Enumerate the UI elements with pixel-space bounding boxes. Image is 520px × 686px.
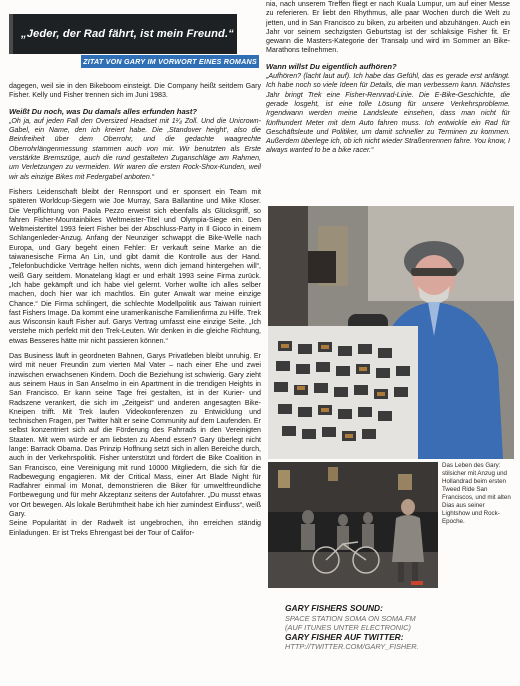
interview-answer: „Aufhören? (lacht laut auf). Ich habe das Gefühl, das es gerade erst anfängt. Ich habe noch so viele Ideen für Details, die man verbessern kann. Nächstes Jahr bringt Trek eine Fisher-Rennrad-Linie. Die E-Bike-Geschichte, die gerade losgeht, ist eine tolle Lösung für unsere Verkehrsprobleme. Irgendwann werden meine Landsleute einsehen, dass man nicht für fünfhundert Meter mit dem Auto fahren muss. Ich entwickle ein Rad für Geschäftsleute und Politiker, um damit schneller zu Terminen zu kommen. Außerdem überlege ich, ob ich nicht wieder Straßenrennen fahre. You know, I always wanted to be a bike racer.“	[266, 72, 510, 155]
interview-question: Wann willst Du eigentlich aufhören?	[266, 61, 397, 71]
sound-note: (AUF ITUNES UNTER ELECTRONIC)	[285, 623, 411, 632]
headline: „Jeder, der Rad fährt, ist mein Freund.“	[21, 28, 234, 40]
paragraph: Fishers Leidenschaft bleibt der Rennsport und er sponsert ein Team mit späteren Worldcup-Siegern wie Joe Murray, Sara Ballantine und Mike Kloser. Die Verpflichtung von Paola Pezzo erweist sich ebenfalls als Glücksgriff, so fahren Fisher-Mountainbikes Weltmeister-Titel und Olympia-Siege ein. Den Weltmeistertitel 1993 feiert Fisher bei der Abschluss-Party in Il Gioco in einem Schlangenleder-Anzug. Anfang der Neunziger schwappt die Bike-Welle nach Europa, und Gary begeht einen Fehler: Er verkauft seine Marke an die taiwanesische Firma An Lin, und gibt damit die Kontrolle aus der Hand. „Telefonbuchdicke Verträge helfen nichts, wenn dich jemand hintergehen will“, weiß Gary seitdem. Monatelang klagt er und erhält 1993 seine Firma zurück. „Ich habe gekämpft und ich habe viel gelernt. Vorher wollte ich alles selber machen, doch hier war ich machtlos. Ein guter Anwalt war meine einzige Chance.“ Die Firma schlingert, die schlechte Modellpolitik aus Taiwan ruiniert fast Fishers Image. Da kommt eine uramerikanische Familienfirma zu Hilfe. Trek aus Wisconsin kauft Fisher auf. Garys Vertrag umfasst eine einzige Seite. „Ich verstehe mich perfekt mit den Trek-Leuten. Wir denken in die gleiche Richtung, etwas Besseres hätte mir nicht passieren können.“	[9, 187, 261, 345]
interview-question: Weißt Du noch, was Du damals alles erfunden hast?	[9, 106, 198, 116]
left-column	[9, 82, 261, 538]
paragraph: nia, nach unserem Treffen fliegt er nach Kuala Lumpur, um auf einer Messe zu referieren. Er liebt den Rhythmus, alle paar Wochen durch die Welt zu jetten, und in San Francisco zu biken, zu arbeiten und abzuhängen. Auch ein Jahr vor seinem sechzigsten Geburtstag ist der schlaksige Fisher fit. Er gewann die Masters-Kategorie der Transalp und wird im Sommer an Bike-Marathons teilnehmen.	[266, 0, 510, 55]
paragraph: Das Business läuft in geordneten Bahnen, Garys Privatleben bleibt unruhig. Er wird mit neuer Freundin zum vierten Mal Vater – nach einer Ehe und zwei inzwischen erwachsenen Kindern. Doch die Beziehung ist schwierig. Gary zieht aus seinem Haus in San Anselmo in ein Apartment in die trendigen Heights in San Francisco. Er kann seine Tage frei gestalten, ist in der Kurier- und Radszene verankert, die sich im „Zeitgeist“ und anderen angesagten Bike-Kneipen trifft. Mit Trek laufen Videokonferenzen zu Entwicklung und technischen Fragen, per Twitter hält er seine Community auf dem Laufenden. Er selbst konzentriert sich auf die Förderung des Fahrrads in den Vereinigten Staaten. Mit wem würde er am liebsten zu Abend essen? Gary überlegt nicht lange: Barrack Obama. Das Prinzip Hoffnung setzt sich in allen Bereiche durch, auch in der Verkehrspolitik. Fisher unterstützt und fördert die Bike Coalition in San Francisco, eine Vereinigung mit rund 10000 Mitgliedern, die sich für die Radbewegung engagieren. Mit der Critical Mass, einer Art Blade Night für Radfahrer einmal im Monat, demonstrieren die Biker für umweltfreundliche Fortbewegung und für mehr Akzeptanz seitens der Autofahrer. „Du musst etwas vor Ort bewegen. Als lokale Berühmtheit habe ich hier zumindest Einfluss“, weiß Gary.	[9, 352, 261, 519]
twitter-link[interactable]: HTTP://TWITTER.COM/GARY_FISHER.	[285, 642, 419, 651]
sound-title: GARY FISHERS SOUND:	[285, 603, 383, 613]
twitter-title: GARY FISHER AUF TWITTER:	[285, 631, 404, 642]
headline-box	[9, 14, 237, 54]
street-illustration	[268, 462, 438, 588]
sound-box	[285, 604, 505, 652]
photo-caption: Das Leben des Gary: stilsicher mit Anzug und Hollandrad beim ersten Tweed Ride San Franciscos, und mit alten Dias aus seiner Lightshow und Rock-Epoche.	[442, 462, 511, 525]
interview-answer: „Oh ja, auf jeden Fall den Oversized Headset mit 1¹⁄₄ Zoll. Und die Unicrown-Gabel, ein Name, den ich kreiert habe. Die ‚Standover height‘, also die Beinfreiheit über dem Oberrohr, und die gedachte waagrechte Oberrohrlängenmessung stammen auch von mir. Wir benutzten als Erste verstärkte Bremszüge, auch die rund gestalteten Zuganschläge am Rahmen, um Verletzungen zu vermeiden. Wir waren die ersten Rock-Shox-Kunden, weil wir als einzige Bikes mit Federgabel anboten.“	[9, 116, 261, 181]
right-column	[266, 0, 510, 156]
sound-station: SPACE STATION SOMA ON SOMA.FM	[285, 613, 416, 623]
paragraph: dagegen, weil sie in den Bikeboom einsteigt. Die Company heißt seitdem Gary Fisher. Kelly und Fisher trennen sich im Juni 1983.	[9, 82, 261, 100]
paragraph: Seine Popularität in der Radwelt ist ungebrochen, ihn erreichen ständig Einladungen. Er ist Treks Ehrengast bei der Tour of Califor-	[9, 519, 261, 537]
subheadline: ZITAT VON GARY IM VORWORT EINES ROMANS	[81, 55, 259, 68]
street-photo	[268, 462, 438, 588]
portrait-photo	[268, 206, 514, 459]
portrait-illustration	[268, 206, 514, 459]
